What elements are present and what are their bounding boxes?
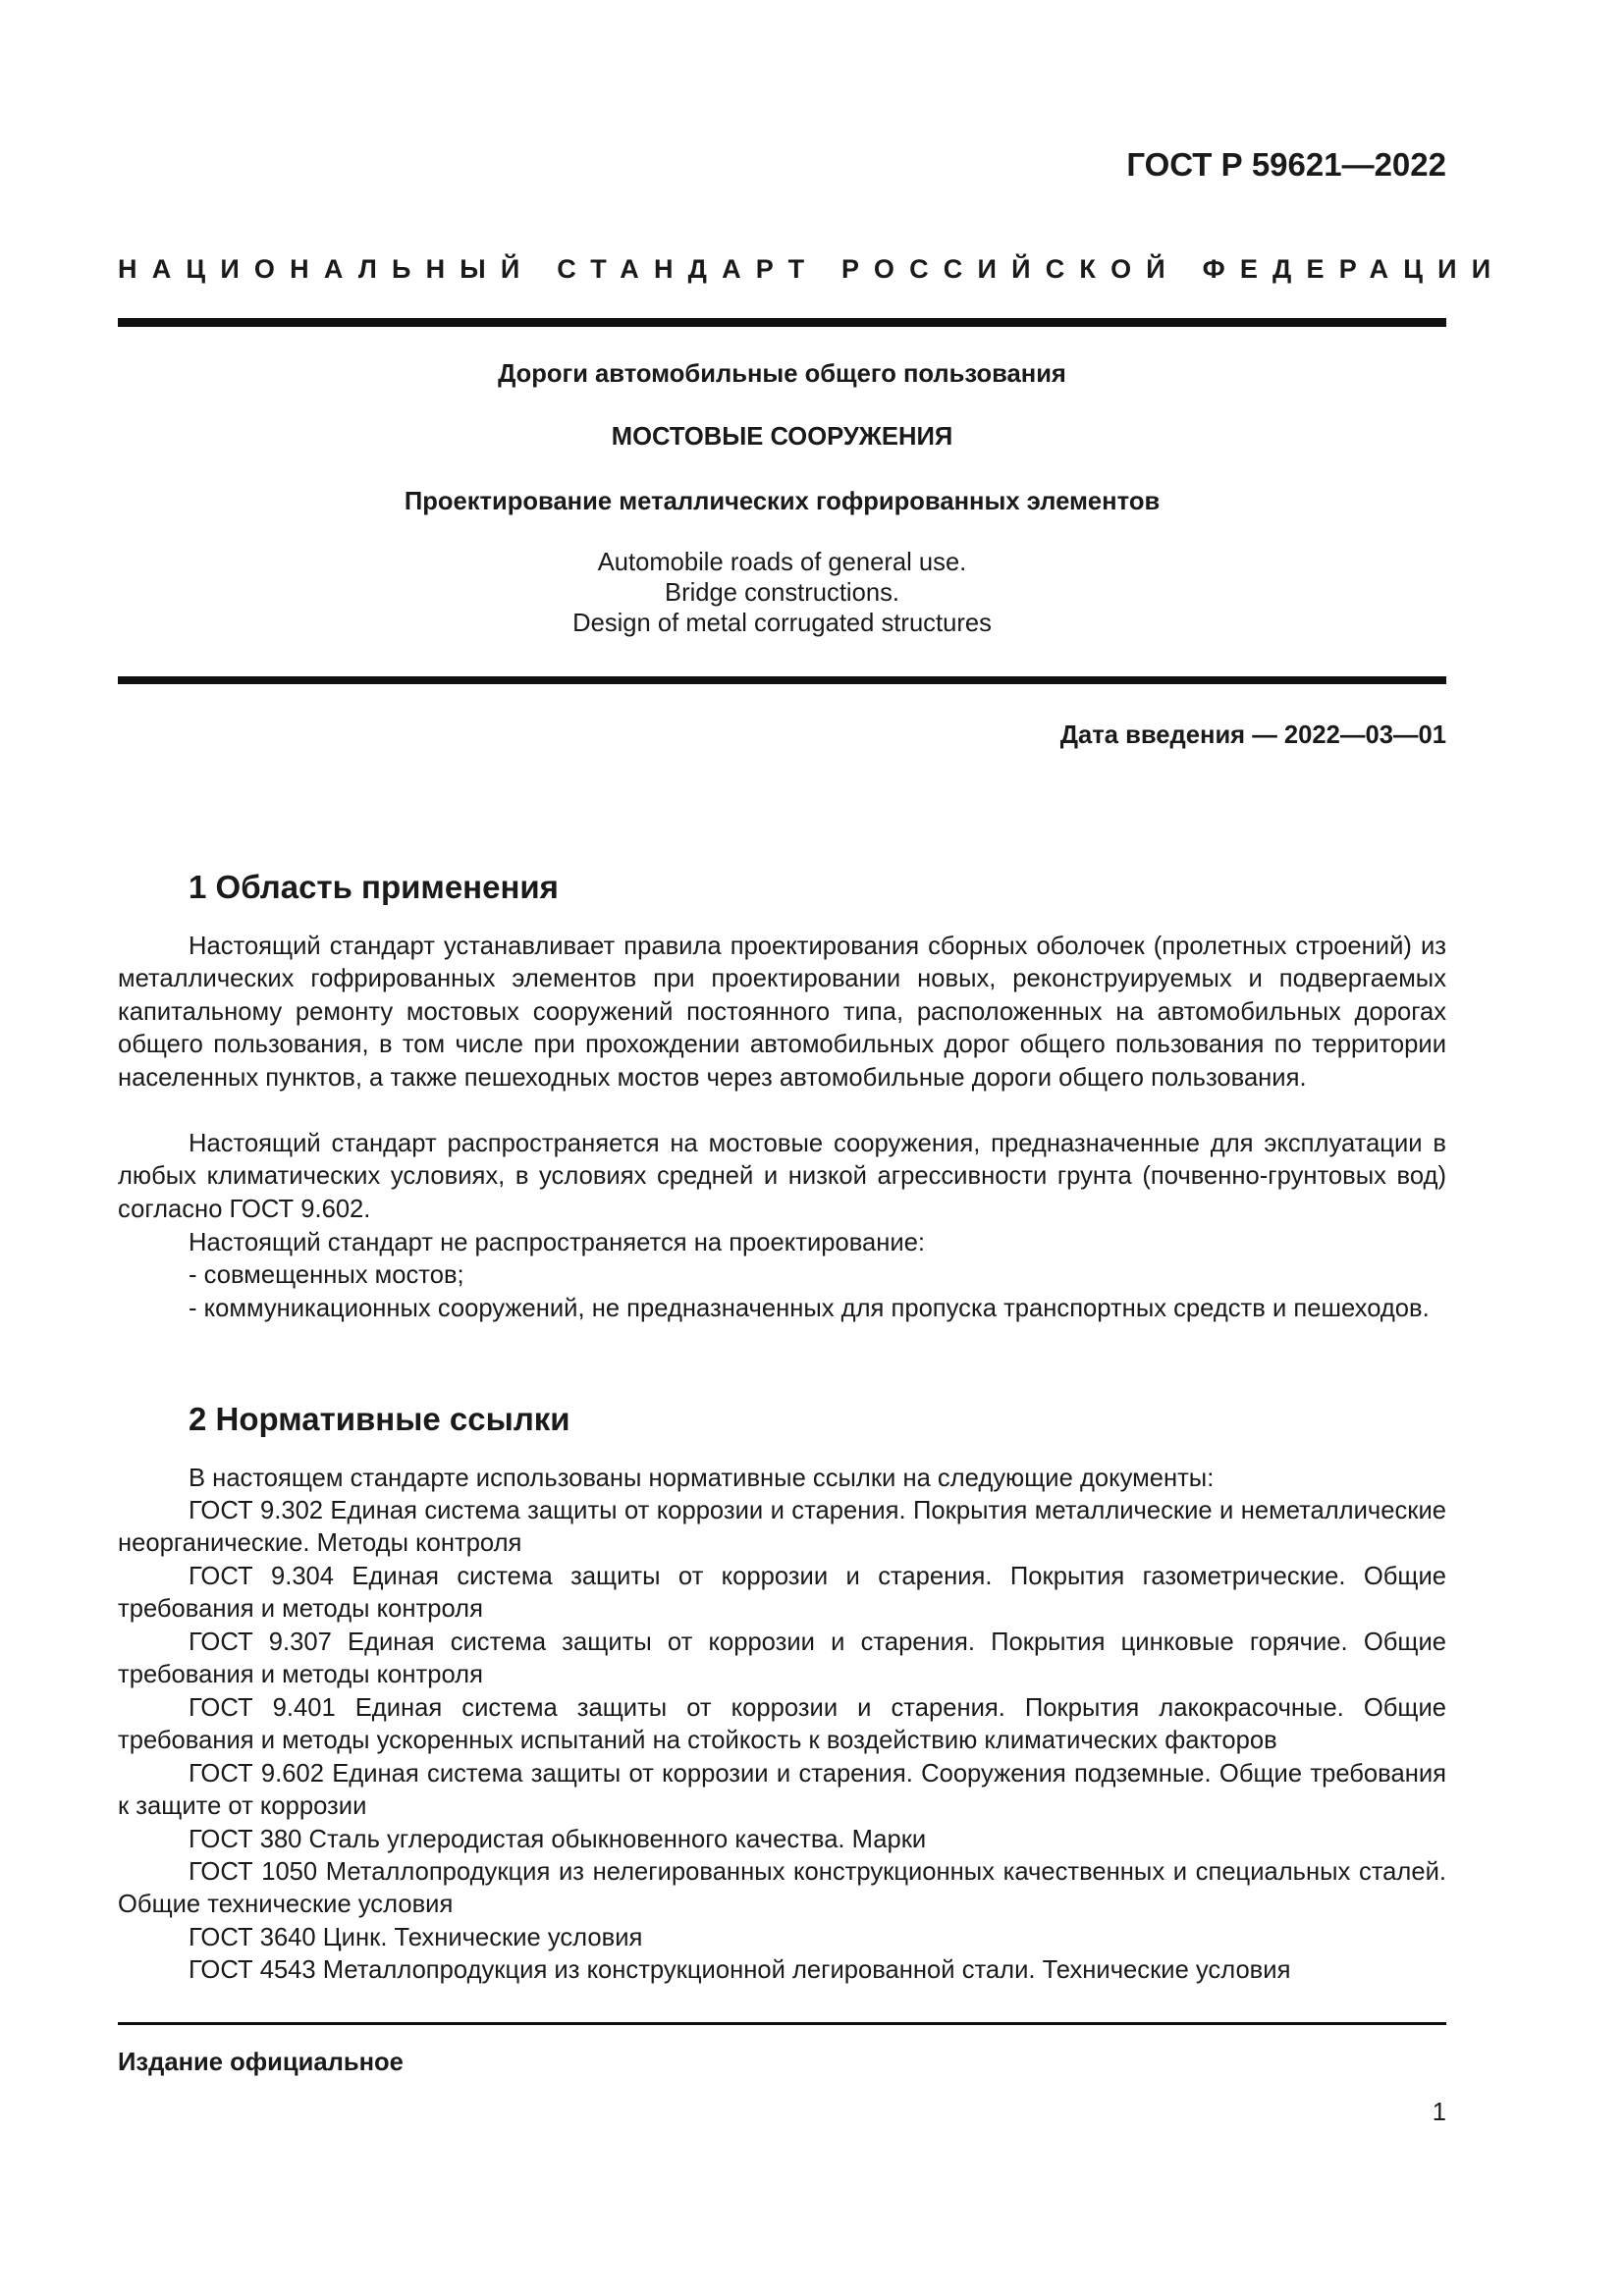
- official-edition-label: Издание официальное: [118, 2049, 404, 2076]
- title-line-2: МОСТОВЫЕ СООРУЖЕНИЯ: [611, 423, 953, 451]
- reference-item: ГОСТ 9.304 Единая система защиты от коррозии и старения. Покрытия газометрические. Общие требования и методы контроля: [118, 1563, 1446, 1624]
- page-number: 1: [1432, 2099, 1446, 2126]
- reference-item: ГОСТ 9.307 Единая система защиты от коррозии и старения. Покрытия цинковые горячие. Общие требования и методы контроля: [118, 1629, 1446, 1689]
- english-title: [118, 548, 1446, 639]
- title-rule: [118, 676, 1446, 684]
- list-item: - коммуникационных сооружений, не предназначенных для пропуска транспортных средств и пешеходов.: [189, 1295, 1430, 1322]
- reference-item: ГОСТ 1050 Металлопродукция из нелегированных конструкционных качественных и специальных сталей. Общие технические условия: [118, 1858, 1446, 1919]
- national-standard-heading: НАЦИОНАЛЬНЫЙ СТАНДАРТ РОССИЙСКОЙ ФЕДЕРАЦИИ: [118, 254, 1506, 284]
- section-1-paragraph: Настоящий стандарт устанавливает правила проектирования сборных оболочек (пролетных строений) из металлических гофрированных элементов при проектировании новых, реконструируемых и подвергаемых капитальному ремонту мостовых сооружений постоянного типа, расположенных на автомобильных дорогах общего пользования, в том числе при прохождении автомобильных дорог общего пользования по территории населенных пунктов, а также пешеходных мостов через автомобильные дороги общего пользования.: [118, 933, 1446, 1092]
- reference-item: ГОСТ 9.401 Единая система защиты от коррозии и старения. Покрытия лакокрасочные. Общие требования и методы ускоренных испытаний на стойкость к воздействию климатических факторов: [118, 1694, 1446, 1755]
- introduction-date: Дата введения — 2022—03—01: [1059, 721, 1446, 749]
- section-2-intro: В настоящем стандарте использованы нормативные ссылки на следующие документы:: [189, 1465, 1215, 1492]
- reference-item: ГОСТ 3640 Цинк. Технические условия: [189, 1924, 643, 1951]
- title-line-3: Проектирование металлических гофрированных элементов: [404, 488, 1161, 515]
- list-item: - совмещенных мостов;: [189, 1261, 464, 1289]
- reference-item: ГОСТ 9.302 Единая система защиты от коррозии и старения. Покрытия металлические и неметаллические неорганические. Методы контроля: [118, 1497, 1446, 1558]
- reference-item: ГОСТ 380 Сталь углеродистая обыкновенного качества. Марки: [189, 1826, 927, 1853]
- english-title-line: Design of metal corrugated structures: [572, 610, 992, 637]
- section-2-heading: 2 Нормативные ссылки: [189, 1401, 570, 1437]
- reference-item: ГОСТ 4543 Металлопродукция из конструкционной легированной стали. Технические условия: [189, 1956, 1291, 1984]
- top-rule: [118, 318, 1446, 327]
- english-title-line: Bridge constructions.: [665, 579, 899, 607]
- reference-item: ГОСТ 9.602 Единая система защиты от коррозии и старения. Сооружения подземные. Общие требования к защите от коррозии: [118, 1760, 1446, 1821]
- section-1-paragraph: Настоящий стандарт распространяется на мостовые сооружения, предназначенные для эксплуатации в любых климатических условиях, в условиях средней и низкой агрессивности грунта (почвенно-грунтовых вод) согласно ГОСТ 9.602.: [118, 1130, 1446, 1223]
- document-code: ГОСТ Р 59621—2022: [1126, 146, 1446, 183]
- title-line-1: Дороги автомобильные общего пользования: [498, 360, 1066, 388]
- footer-rule: [118, 2022, 1446, 2025]
- section-1-heading: 1 Область применения: [189, 869, 559, 905]
- english-title-line: Automobile roads of general use.: [597, 549, 967, 576]
- section-1-paragraph: Настоящий стандарт не распространяется на проектирование:: [189, 1229, 926, 1256]
